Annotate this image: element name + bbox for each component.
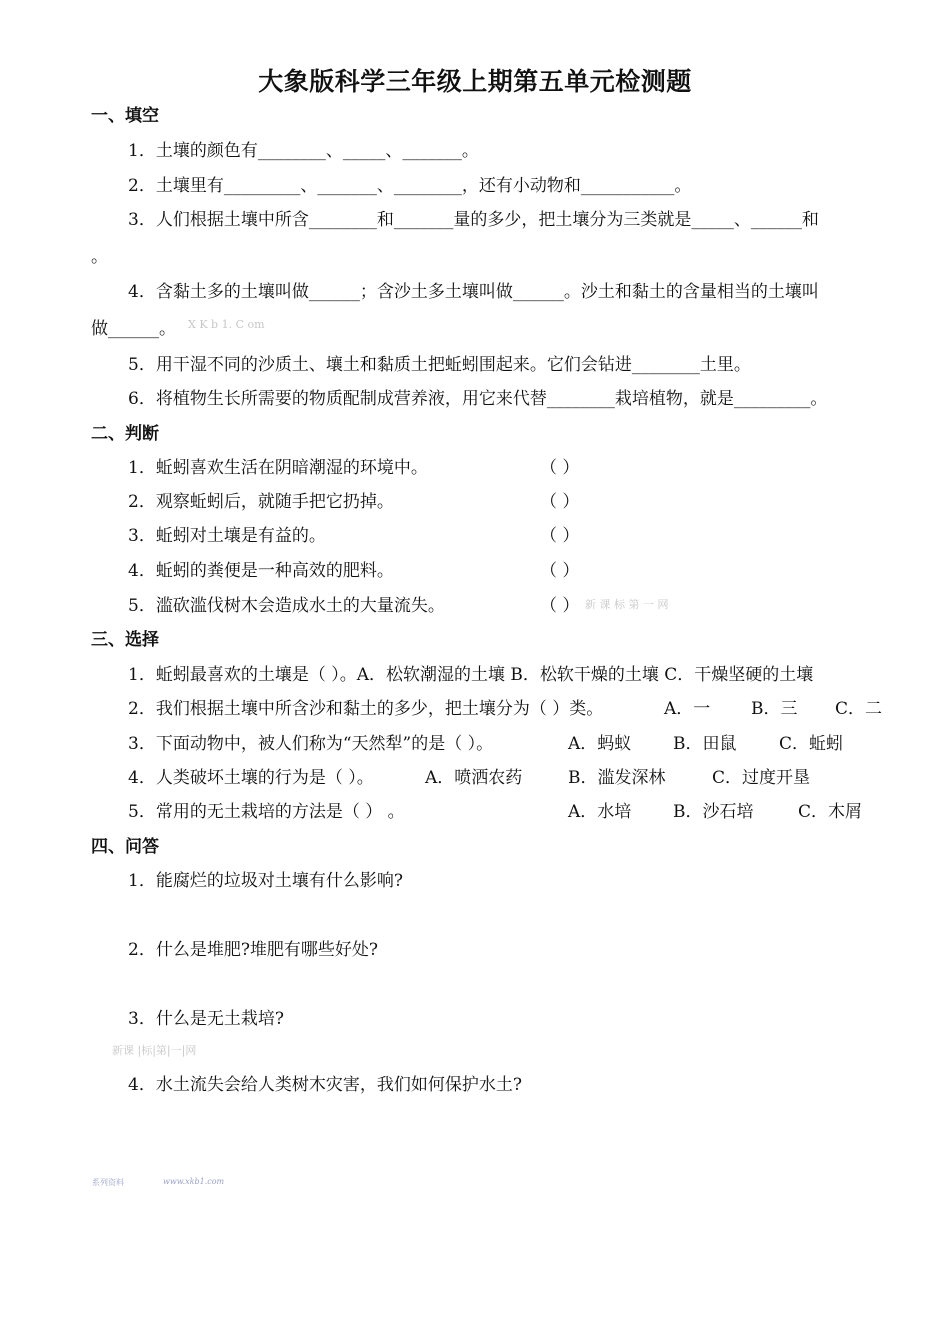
essay-question: 2．什么是堆肥?堆肥有哪些好处? (128, 940, 379, 960)
choice-question: 3．下面动物中，被人们称为“天然犁”的是（ ）。 (128, 734, 494, 754)
choice-option-b: B．滥发深林 (568, 768, 666, 788)
question-line: 3．人们根据土壤中所含________和_______量的多少，把土壤分为三类就是_____、______和 (128, 210, 819, 230)
choice-option-a: A．蚂蚁 (568, 734, 632, 754)
choice-question: 4．人类破坏土壤的行为是（ ）。 (128, 768, 374, 788)
watermark-text: X K b 1. C om (188, 318, 265, 331)
choice-option-c: C．二 (835, 699, 883, 719)
section-heading-true-false: 二、判断 (91, 424, 159, 444)
judge-answer-bracket: （ ） (540, 492, 580, 512)
judge-item-text: 3．蚯蚓对土壤是有益的。 (128, 526, 326, 546)
judge-answer-bracket: （ ） (540, 596, 580, 616)
essay-question: 3．什么是无土栽培? (128, 1009, 284, 1029)
watermark-text: 新 课 标 第 一 网 (585, 598, 669, 611)
judge-item-text: 2．观察蚯蚓后，就随手把它扔掉。 (128, 492, 394, 512)
choice-option-c: C．蚯蚓 (779, 734, 844, 754)
choice-option-a: A．喷洒农药 (425, 768, 523, 788)
section-heading-short-answer: 四、问答 (91, 837, 159, 857)
judge-answer-bracket: （ ） (540, 526, 580, 546)
question-line: 5．用干湿不同的沙质土、壤土和黏质土把蚯蚓围起来。它们会钻进________土里。 (128, 355, 751, 375)
footer-watermark-url: www.xkb1.com (163, 1177, 225, 1186)
question-line: 4．含黏土多的土壤叫做______；含沙土多土壤叫做______。沙土和黏土的含量相当的土壤叫 (128, 282, 819, 302)
question-line: 6．将植物生长所需要的物质配制成营养液，用它来代替________栽培植物，就是_________。 (128, 389, 828, 409)
question-line: 2．土壤里有_________、_______、________，还有小动物和___________。 (128, 176, 692, 196)
choice-question: 1．蚯蚓最喜欢的土壤是（ ）。A．松软潮湿的土壤 B．松软干燥的土壤 C．干燥坚硬的土壤 (128, 665, 814, 685)
footer-watermark-label: 系列资料 (92, 1178, 124, 1187)
judge-item-text: 4．蚯蚓的粪便是一种高效的肥料。 (128, 561, 394, 581)
watermark-text: 新课 |标|第|一|网 (112, 1044, 197, 1057)
choice-question: 5．常用的无土栽培的方法是（ ） 。 (128, 802, 405, 822)
choice-option-b: B．三 (751, 699, 798, 719)
essay-question: 1．能腐烂的垃圾对土壤有什么影响? (128, 871, 403, 891)
choice-option-b: B．沙石培 (673, 802, 754, 822)
choice-option-c: C．木屑 (798, 802, 863, 822)
page-title: 大象版科学三年级上期第五单元检测题 (258, 67, 692, 96)
choice-question: 2．我们根据土壤中所含沙和黏土的多少，把土壤分为（ ）类。 (128, 699, 604, 719)
choice-option-b: B．田鼠 (673, 734, 737, 754)
question-line-continued: 。 (91, 247, 108, 267)
choice-option-c: C．过度开垦 (712, 768, 811, 788)
question-line: 1．土壤的颜色有________、_____、_______。 (128, 141, 479, 161)
choice-option-a: A．一 (664, 699, 711, 719)
section-heading-choice: 三、选择 (91, 630, 159, 650)
judge-item-text: 1．蚯蚓喜欢生活在阴暗潮湿的环境中。 (128, 458, 428, 478)
question-line-continued: 做______。 (91, 319, 176, 339)
judge-item-text: 5．滥砍滥伐树木会造成水土的大量流失。 (128, 596, 445, 616)
judge-answer-bracket: （ ） (540, 561, 580, 581)
judge-answer-bracket: （ ） (540, 458, 580, 478)
choice-option-a: A．水培 (568, 802, 632, 822)
section-heading-fill-in: 一、填空 (91, 106, 159, 126)
essay-question: 4．水土流失会给人类树木灾害，我们如何保护水土? (128, 1075, 522, 1095)
